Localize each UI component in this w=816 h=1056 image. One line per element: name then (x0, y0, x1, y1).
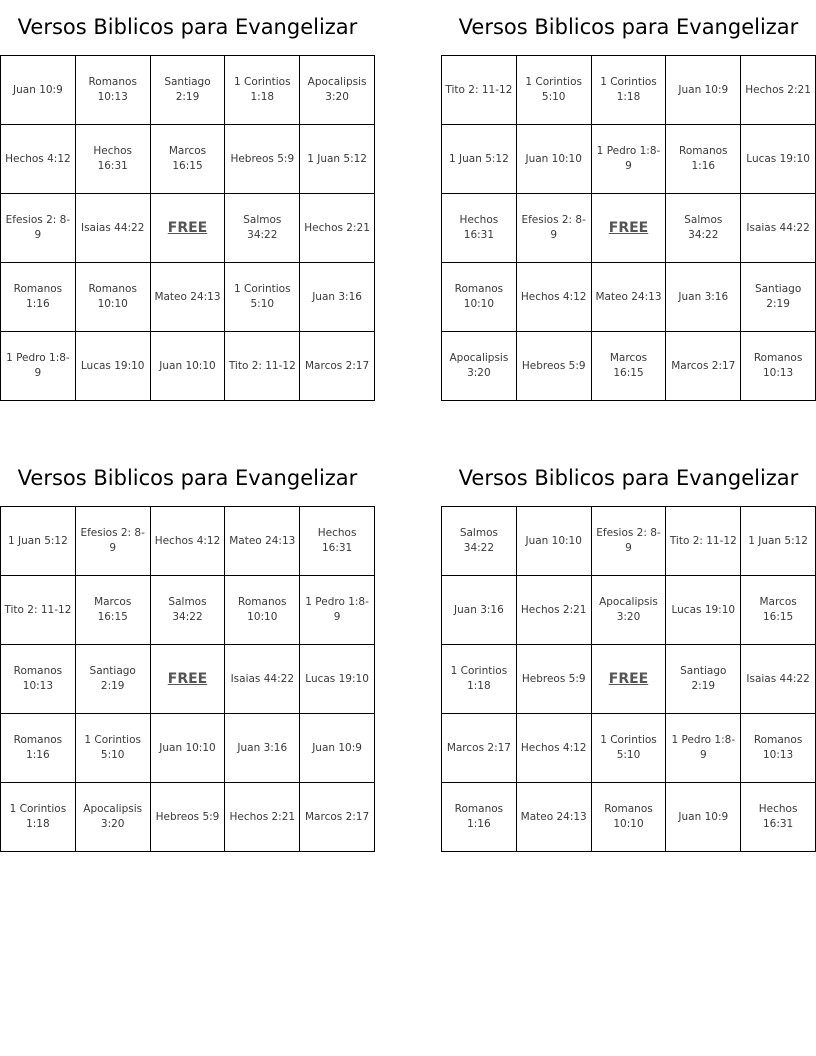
grid-cell: Isaias 44:22 (225, 645, 300, 714)
grid-cell: Efesios 2: 8-9 (591, 507, 666, 576)
grid-cell: 1 Juan 5:12 (741, 507, 816, 576)
grid-cell: Romanos 10:10 (591, 783, 666, 852)
grid-cell: Hechos 2:21 (300, 194, 375, 263)
grid-cell: Hechos 2:21 (225, 783, 300, 852)
grid-row (1, 576, 375, 645)
grid-row (442, 507, 816, 576)
grid-cell: Santiago 2:19 (75, 645, 150, 714)
grid-row (442, 332, 816, 401)
grid-cell: Mateo 24:13 (150, 263, 225, 332)
free-space-cell: FREE (591, 645, 666, 714)
grid-cell: Marcos 2:17 (442, 714, 517, 783)
grid-cell: Romanos 10:10 (442, 263, 517, 332)
grid-row (442, 576, 816, 645)
grid-cell: Romanos 1:16 (1, 263, 76, 332)
grid-cell: Hechos 4:12 (516, 714, 591, 783)
grid-cell: Hechos 16:31 (75, 125, 150, 194)
grid-cell: Juan 10:10 (516, 507, 591, 576)
grid-cell: Tito 2: 11-12 (666, 507, 741, 576)
grid-cell: Tito 2: 11-12 (442, 56, 517, 125)
grid-cell: Romanos 10:13 (75, 56, 150, 125)
grid-cell: Hechos 16:31 (300, 507, 375, 576)
grid-cell: Hechos 2:21 (741, 56, 816, 125)
grid-row (442, 194, 816, 263)
grid-cell: Isaias 44:22 (75, 194, 150, 263)
grid-cell: Tito 2: 11-12 (225, 332, 300, 401)
grid-cell: 1 Corintios 1:18 (591, 56, 666, 125)
bingo-grid (441, 506, 816, 852)
grid-cell: Juan 3:16 (225, 714, 300, 783)
grid-cell: 1 Corintios 5:10 (225, 263, 300, 332)
grid-row (1, 507, 375, 576)
grid-row (442, 645, 816, 714)
grid-cell: Efesios 2: 8-9 (516, 194, 591, 263)
grid-cell: Juan 3:16 (300, 263, 375, 332)
grid-cell: Salmos 34:22 (225, 194, 300, 263)
grid-cell: Marcos 2:17 (300, 332, 375, 401)
grid-cell: Hebreos 5:9 (225, 125, 300, 194)
bingo-grid (0, 506, 375, 852)
grid-cell: 1 Corintios 5:10 (75, 714, 150, 783)
grid-row (1, 783, 375, 852)
grid-cell: 1 Juan 5:12 (300, 125, 375, 194)
grid-cell: 1 Pedro 1:8-9 (300, 576, 375, 645)
grid-cell: 1 Corintios 1:18 (442, 645, 517, 714)
grid-cell: Marcos 2:17 (300, 783, 375, 852)
grid-cell: Efesios 2: 8-9 (1, 194, 76, 263)
card-title: Versos Biblicos para Evangelizar (17, 466, 358, 490)
grid-cell: Hechos 4:12 (150, 507, 225, 576)
grid-cell: Hechos 4:12 (516, 263, 591, 332)
grid-row (1, 645, 375, 714)
grid-cell: Juan 10:9 (1, 56, 76, 125)
bingo-card-3 (0, 451, 375, 852)
free-space-cell: FREE (150, 645, 225, 714)
grid-cell: Romanos 10:13 (741, 714, 816, 783)
grid-cell: Juan 10:10 (516, 125, 591, 194)
grid-cell: Hechos 2:21 (516, 576, 591, 645)
grid-cell: Romanos 10:13 (741, 332, 816, 401)
grid-cell: Romanos 1:16 (1, 714, 76, 783)
grid-row (1, 714, 375, 783)
grid-cell: Romanos 1:16 (666, 125, 741, 194)
grid-cell: Marcos 16:15 (741, 576, 816, 645)
grid-cell: 1 Pedro 1:8-9 (591, 125, 666, 194)
grid-cell: Efesios 2: 8-9 (75, 507, 150, 576)
grid-cell: Juan 3:16 (666, 263, 741, 332)
grid-cell: 1 Juan 5:12 (442, 125, 517, 194)
grid-row (442, 714, 816, 783)
grid-cell: Lucas 19:10 (75, 332, 150, 401)
grid-cell: Marcos 16:15 (150, 125, 225, 194)
grid-cell: Romanos 10:13 (1, 645, 76, 714)
bingo-grid (0, 55, 375, 401)
grid-cell: Apocalipsis 3:20 (591, 576, 666, 645)
grid-cell: Salmos 34:22 (150, 576, 225, 645)
grid-cell: Apocalipsis 3:20 (442, 332, 517, 401)
grid-cell: Marcos 16:15 (591, 332, 666, 401)
grid-row (1, 56, 375, 125)
grid-cell: Isaias 44:22 (741, 645, 816, 714)
grid-cell: Tito 2: 11-12 (1, 576, 76, 645)
grid-cell: Juan 10:9 (300, 714, 375, 783)
grid-cell: 1 Corintios 5:10 (591, 714, 666, 783)
grid-cell: 1 Corintios 1:18 (1, 783, 76, 852)
grid-cell: Lucas 19:10 (666, 576, 741, 645)
grid-row (442, 783, 816, 852)
grid-cell: Apocalipsis 3:20 (300, 56, 375, 125)
grid-cell: Romanos 10:10 (75, 263, 150, 332)
grid-cell: Juan 10:10 (150, 714, 225, 783)
grid-cell: Hebreos 5:9 (150, 783, 225, 852)
grid-cell: Juan 10:10 (150, 332, 225, 401)
grid-cell: Juan 10:9 (666, 783, 741, 852)
grid-cell: Juan 3:16 (442, 576, 517, 645)
grid-cell: Romanos 1:16 (442, 783, 517, 852)
grid-cell: 1 Corintios 1:18 (225, 56, 300, 125)
grid-cell: 1 Pedro 1:8-9 (666, 714, 741, 783)
grid-cell: Santiago 2:19 (150, 56, 225, 125)
grid-cell: Apocalipsis 3:20 (75, 783, 150, 852)
grid-cell: Hebreos 5:9 (516, 332, 591, 401)
grid-row (1, 263, 375, 332)
grid-cell: Salmos 34:22 (442, 507, 517, 576)
grid-cell: 1 Corintios 5:10 (516, 56, 591, 125)
grid-cell: Salmos 34:22 (666, 194, 741, 263)
card-title: Versos Biblicos para Evangelizar (17, 15, 358, 39)
grid-cell: Hechos 4:12 (1, 125, 76, 194)
grid-cell: Santiago 2:19 (666, 645, 741, 714)
bingo-card-4 (441, 451, 816, 852)
bingo-card-1 (0, 0, 375, 401)
grid-cell: Lucas 19:10 (300, 645, 375, 714)
grid-cell: Isaias 44:22 (741, 194, 816, 263)
grid-row (442, 56, 816, 125)
grid-cell: Juan 10:9 (666, 56, 741, 125)
grid-cell: Romanos 10:10 (225, 576, 300, 645)
grid-cell: Mateo 24:13 (225, 507, 300, 576)
card-title: Versos Biblicos para Evangelizar (458, 15, 799, 39)
grid-cell: Hechos 16:31 (741, 783, 816, 852)
bingo-card-2 (441, 0, 816, 401)
free-space-cell: FREE (150, 194, 225, 263)
grid-row (1, 194, 375, 263)
grid-row (1, 125, 375, 194)
grid-row (442, 263, 816, 332)
grid-cell: Marcos 16:15 (75, 576, 150, 645)
grid-cell: Lucas 19:10 (741, 125, 816, 194)
grid-cell: Hebreos 5:9 (516, 645, 591, 714)
card-title: Versos Biblicos para Evangelizar (458, 466, 799, 490)
grid-cell: Marcos 2:17 (666, 332, 741, 401)
grid-cell: Mateo 24:13 (516, 783, 591, 852)
grid-cell: Mateo 24:13 (591, 263, 666, 332)
free-space-cell: FREE (591, 194, 666, 263)
grid-row (442, 125, 816, 194)
grid-cell: 1 Juan 5:12 (1, 507, 76, 576)
grid-cell: Santiago 2:19 (741, 263, 816, 332)
grid-cell: Hechos 16:31 (442, 194, 517, 263)
grid-cell: 1 Pedro 1:8-9 (1, 332, 76, 401)
bingo-grid (441, 55, 816, 401)
grid-row (1, 332, 375, 401)
